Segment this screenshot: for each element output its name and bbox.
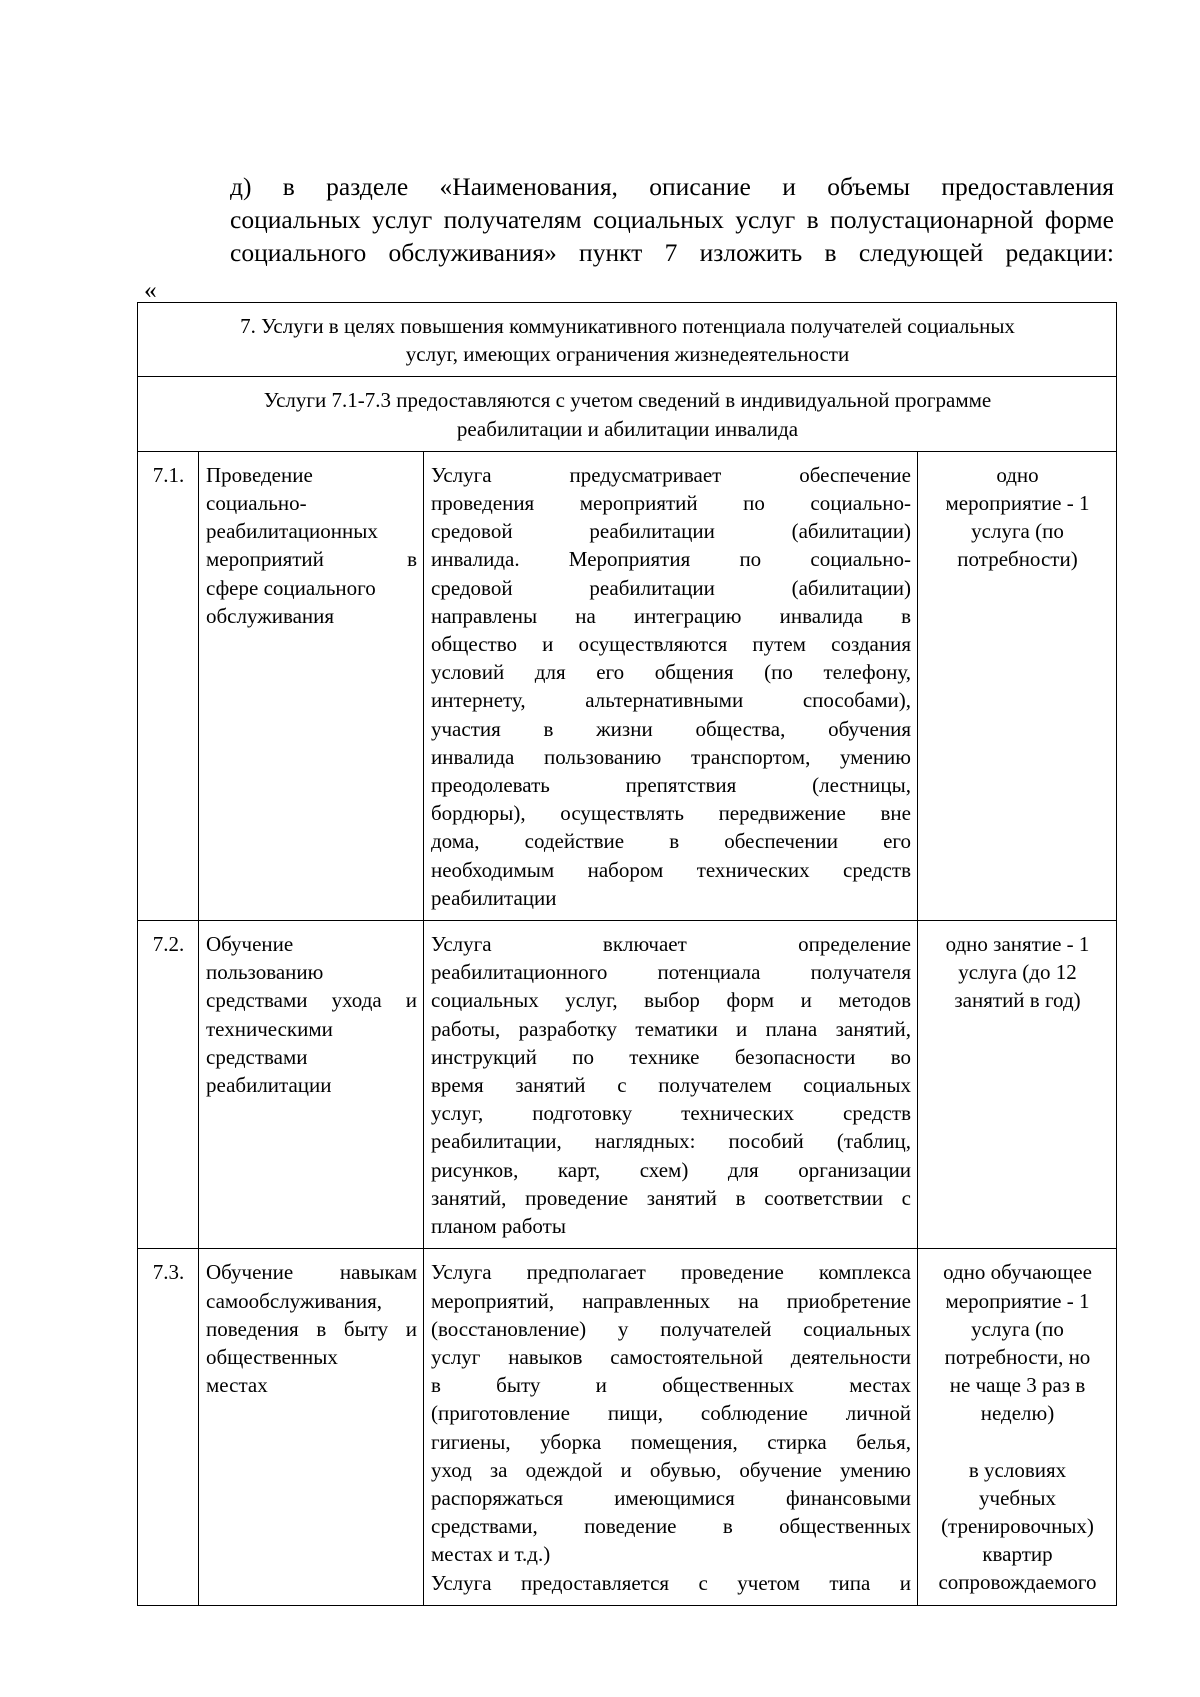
- description-line: реабилитационного потенциала получателя: [431, 960, 911, 985]
- service-name-line: средствами: [206, 1044, 308, 1069]
- section-note-line: реабилитации и абилитации инвалида: [456, 416, 799, 441]
- description-line: местах и т.д.): [431, 1542, 551, 1567]
- description-line: в быту и общественных местах: [431, 1373, 911, 1398]
- volume-line: (тренировочных): [941, 1513, 1094, 1538]
- volume-line: одно обучающее: [943, 1260, 1092, 1285]
- service-description: [424, 921, 918, 1249]
- volume-line: неделю): [980, 1401, 1055, 1426]
- service-name-line: поведения в быту и: [206, 1316, 417, 1341]
- description-line: социальных услуг, выбор форм и методов: [431, 988, 911, 1013]
- description-line: уход за одеждой и обувью, обучение умению: [431, 1457, 911, 1482]
- description-line: инструкций по технике безопасности во: [431, 1044, 911, 1069]
- volume-line: в условиях: [968, 1457, 1067, 1482]
- table-row: [138, 1249, 1117, 1605]
- intro-line: д) в разделе «Наименования, описание и объемы предоставления: [230, 172, 1114, 201]
- volume-line: занятий в год): [954, 988, 1081, 1013]
- description-line: работы, разработку тематики и плана занятий,: [431, 1016, 911, 1041]
- volume-line: квартир: [982, 1542, 1053, 1567]
- description-line: средствами, поведение в общественных: [431, 1514, 911, 1539]
- description-line: занятий, проведение занятий в соответствии с: [431, 1185, 911, 1210]
- description-line: услуг, подготовку технических средств: [431, 1101, 911, 1126]
- service-name: [199, 451, 424, 920]
- service-name-line: общественных: [206, 1344, 338, 1369]
- service-number: 7.2.: [138, 921, 199, 1249]
- volume-line: мероприятие - 1: [945, 491, 1090, 516]
- services-table: [137, 302, 1117, 1606]
- service-name-line: Проведение: [206, 462, 313, 487]
- description-line: инвалида. Мероприятия по социально-: [431, 547, 911, 572]
- description-line: Услуга предоставляется с учетом типа и: [431, 1570, 911, 1595]
- intro-paragraph: [144, 170, 1114, 269]
- description-line: участия в жизни общества, обучения: [431, 716, 911, 741]
- section-title-line: 7. Услуги в целях повышения коммуникативного потенциала получателей социальных: [240, 314, 1015, 338]
- service-name-line: самообслуживания,: [206, 1288, 382, 1313]
- description-line: общество и осуществляются путем создания: [431, 632, 911, 657]
- description-line: реабилитации: [431, 885, 557, 910]
- service-name-line: реабилитации: [206, 1073, 332, 1098]
- section-note-cell: [138, 377, 1117, 451]
- description-line: услуг навыков самостоятельной деятельности: [431, 1344, 911, 1369]
- section-title-row: [138, 303, 1117, 377]
- volume-line: мероприятие - 1: [945, 1288, 1090, 1313]
- description-line: мероприятий, направленных на приобретение: [431, 1288, 911, 1313]
- volume-line: потребности, но: [944, 1344, 1091, 1369]
- volume-line: потребности): [957, 547, 1078, 572]
- volume-line: одно занятие - 1: [945, 932, 1090, 957]
- description-line: интернету, альтернативными способами),: [431, 688, 911, 713]
- service-name-line: реабилитационных: [206, 519, 378, 544]
- service-number: 7.3.: [138, 1249, 199, 1605]
- service-name-line: социально-: [206, 491, 307, 516]
- service-name-line: пользованию: [206, 960, 324, 985]
- volume-line: услуга (по: [971, 519, 1064, 544]
- description-line: направлены на интеграцию инвалида в: [431, 603, 911, 628]
- service-name-line: сфере социального: [206, 575, 376, 600]
- description-line: рисунков, карт, схем) для организации: [431, 1157, 911, 1182]
- volume-line: сопровождаемого: [938, 1570, 1097, 1595]
- volume-line: не чаще 3 раз в: [949, 1373, 1086, 1398]
- service-name-line: техническими: [206, 1016, 333, 1041]
- service-number: 7.1.: [138, 451, 199, 920]
- service-name-line: мероприятий в: [206, 547, 417, 572]
- volume-line: одно: [996, 462, 1039, 487]
- section-title-line: услуг, имеющих ограничения жизнедеятельности: [405, 342, 850, 367]
- description-line: (приготовление пищи, соблюдение личной: [431, 1401, 911, 1426]
- description-line: условий для его общения (по телефону,: [431, 660, 911, 685]
- description-line: время занятий с получателем социальных: [431, 1073, 911, 1098]
- table-row: [138, 921, 1117, 1249]
- volume-line: услуга (по: [971, 1316, 1064, 1341]
- description-line: Услуга включает определение: [431, 932, 911, 957]
- description-line: инвалида пользованию транспортом, умению: [431, 744, 911, 769]
- description-line: распоряжаться имеющимися финансовыми: [431, 1485, 911, 1510]
- description-line: средовой реабилитации (абилитации): [431, 575, 911, 600]
- service-volume: [918, 921, 1117, 1249]
- description-line: преодолевать препятствия (лестницы,: [431, 773, 911, 798]
- description-line: дома, содействие в обеспечении его: [431, 829, 911, 854]
- intro-line: социального обслуживания» пункт 7 изложить в следующей редакции:: [230, 238, 1114, 267]
- description-line: Услуга предполагает проведение комплекса: [431, 1260, 911, 1285]
- volume-spacer: [925, 1428, 1110, 1456]
- service-description: [424, 451, 918, 920]
- section-title-cell: [138, 303, 1117, 377]
- service-name-line: обслуживания: [206, 603, 335, 628]
- service-name-line: Обучение: [206, 932, 294, 957]
- table-row: [138, 451, 1117, 920]
- description-line: планом работы: [431, 1214, 566, 1239]
- description-line: необходимым набором технических средств: [431, 857, 911, 882]
- description-line: проведения мероприятий по социально-: [431, 491, 911, 516]
- volume-line: услуга (до 12: [958, 960, 1077, 985]
- service-name-line: местах: [206, 1373, 268, 1398]
- service-name: [199, 921, 424, 1249]
- description-line: (восстановление) у получателей социальных: [431, 1316, 911, 1341]
- section-note-row: [138, 377, 1117, 451]
- description-line: средовой реабилитации (абилитации): [431, 519, 911, 544]
- description-line: Услуга предусматривает обеспечение: [431, 462, 911, 487]
- volume-line: учебных: [979, 1485, 1056, 1510]
- service-name-line: средствами ухода и: [206, 988, 417, 1013]
- service-name: [199, 1249, 424, 1605]
- service-volume: [918, 1249, 1117, 1605]
- service-name-line: Обучение навыкам: [206, 1260, 417, 1285]
- opening-quote-mark: «: [144, 275, 157, 304]
- section-note-line: Услуги 7.1-7.3 предоставляются с учетом сведений в индивидуальной программе: [263, 388, 992, 413]
- description-line: гигиены, уборка помещения, стирка белья,: [431, 1429, 911, 1454]
- service-description: [424, 1249, 918, 1605]
- intro-line: социальных услуг получателям социальных услуг в полустационарной форме: [230, 205, 1114, 234]
- description-line: реабилитации, наглядных: пособий (таблиц,: [431, 1129, 911, 1154]
- service-volume: [918, 451, 1117, 920]
- description-line: бордюры), осуществлять передвижение вне: [431, 801, 911, 826]
